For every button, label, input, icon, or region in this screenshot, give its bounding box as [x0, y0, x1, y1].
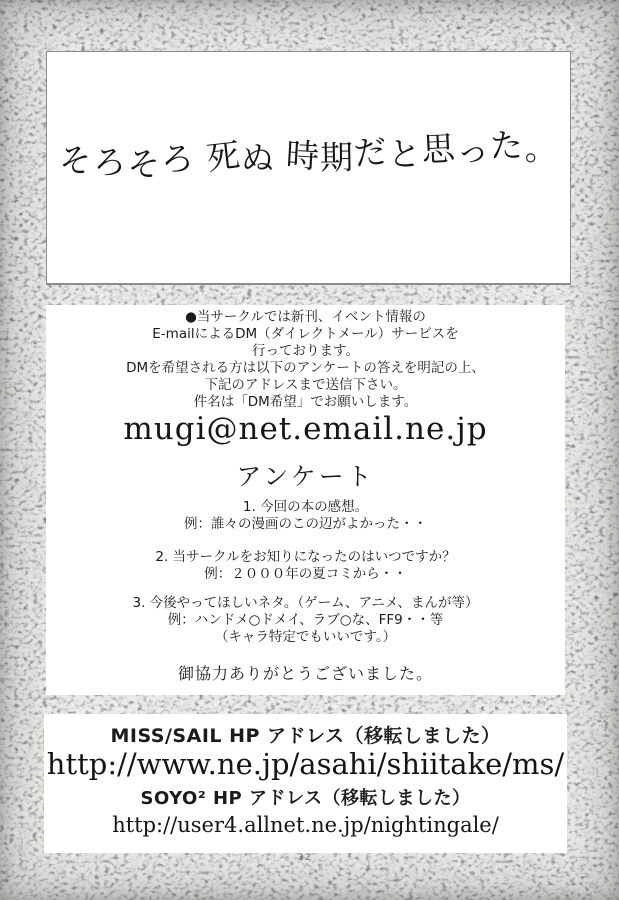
handwritten-note-box — [46, 51, 571, 285]
dm-info-line-5: 下記のアドレスまで送信下さい。 — [204, 377, 407, 393]
site2-label: SOYO² HP アドレス（移転しました） — [140, 788, 471, 809]
handwritten-note: そろそろ 死ぬ 時期だと思った。 — [56, 126, 560, 186]
contact-email: mugi@net.email.ne.jp — [123, 411, 488, 447]
dm-info-line-3: 行っております。 — [252, 343, 359, 359]
site2-url: http://user4.allnet.ne.jp/nightingale/ — [112, 813, 499, 837]
homepage-links-box — [44, 714, 567, 853]
survey-thanks: 御協力ありがとうございました。 — [177, 664, 433, 683]
survey-question-3: 3. 今後やってほしいネタ。（ゲーム、アニメ、まんが等） — [132, 595, 479, 611]
survey-question-1-example: 例：誰々の漫画のこの辺がよかった・・ — [184, 516, 427, 532]
site1-url: http://www.ne.jp/asahi/shiitake/ms/ — [46, 747, 565, 781]
site1-label: MISS/SAIL HP アドレス（移転しました） — [110, 725, 501, 747]
page-number: 32 — [298, 853, 312, 863]
survey-question-3-note: （キャラ特定でもいいです。） — [214, 629, 397, 645]
dm-info-line-6: 件名は「DM希望」でお願いします。 — [193, 394, 418, 410]
survey-question-2: 2. 当サークルをお知りになったのはいつですか？ — [155, 549, 456, 565]
survey-question-2-example: 例：２０００年の夏コミから・・ — [204, 566, 407, 582]
dm-info-box — [46, 305, 565, 695]
survey-question-3-example: 例：ハンドメ○ドメイ、ラブ○な、FF9・・等 — [167, 612, 444, 628]
dm-info-line-1: ●当サークルでは新刊、イベント情報の — [185, 309, 426, 325]
survey-title: アンケート — [236, 462, 375, 491]
dm-info-line-2: E-mailによるDM（ダイレクトメール）サービスを — [152, 326, 459, 342]
dm-info-line-4: DMを希望される方は以下のアンケートの答えを明記の上、 — [126, 360, 485, 376]
survey-question-1: 1. 今回の本の感想。 — [242, 499, 369, 515]
